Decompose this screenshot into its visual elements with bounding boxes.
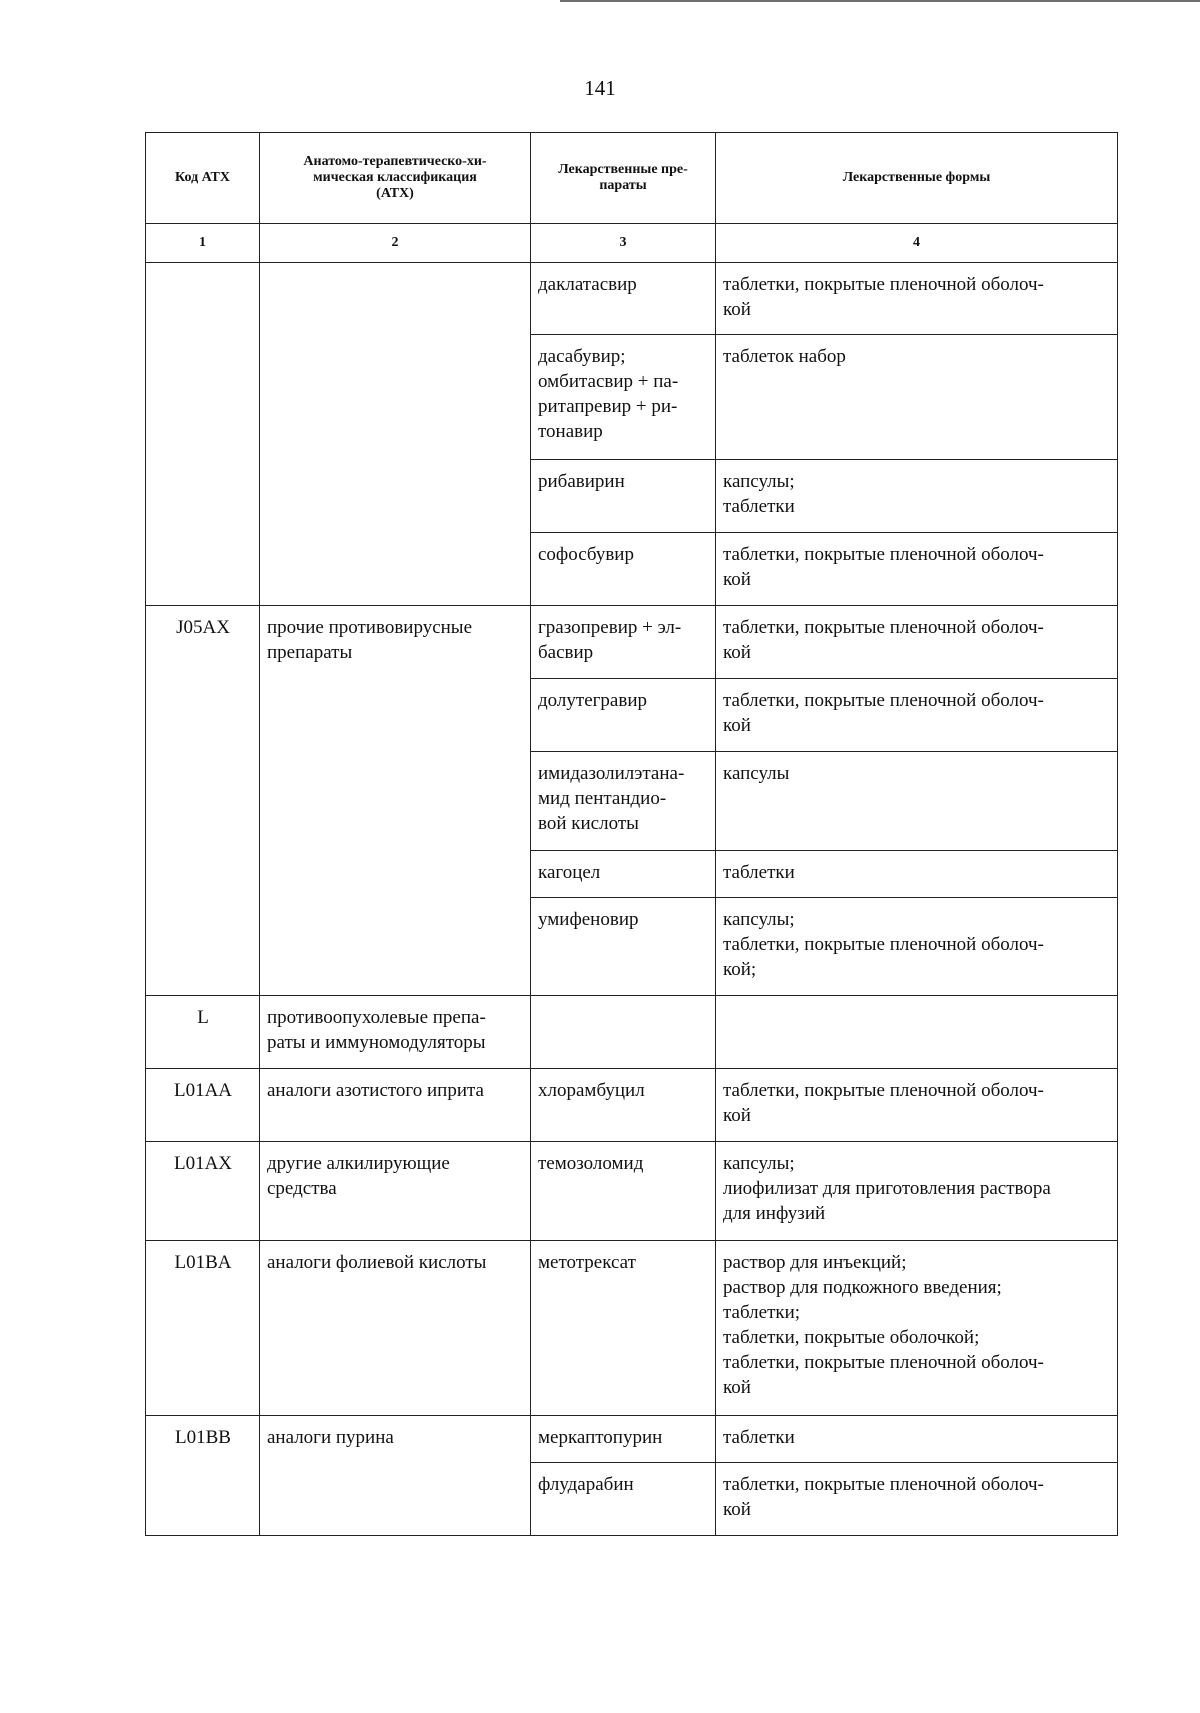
column-number: 4 <box>716 224 1118 263</box>
forms-cell: таблетки, покрытые пленочной оболоч- кой <box>716 1463 1118 1536</box>
forms-cell: капсулы; таблетки <box>716 460 1118 533</box>
header-forms: Лекарственные формы <box>716 133 1118 224</box>
table-row <box>146 1142 1118 1241</box>
forms-cell: капсулы; лиофилизат для приготовления раствора для инфузий <box>716 1142 1118 1241</box>
header-classification: Анатомо-терапевтическо-хи- мическая классификация (АТХ) <box>260 133 531 224</box>
drug-cell: имидазолилэтана- мид пентандио- вой кислоты <box>531 752 716 851</box>
drug-cell: меркаптопурин <box>531 1416 716 1463</box>
drug-cell: кагоцел <box>531 851 716 898</box>
forms-cell: раствор для инъекций; раствор для подкожного введения; таблетки; таблетки, покрытые оболочкой; таблетки, покрытые пленочной оболоч- кой <box>716 1241 1118 1416</box>
table-row <box>146 606 1118 679</box>
column-number: 2 <box>260 224 531 263</box>
forms-cell: таблетки, покрытые пленочной оболоч- кой <box>716 263 1118 335</box>
atx-code-cell: L01BB <box>146 1416 260 1536</box>
forms-cell: таблеток набор <box>716 335 1118 460</box>
atx-code-cell: J05AX <box>146 606 260 996</box>
forms-cell: таблетки, покрытые пленочной оболоч- кой <box>716 679 1118 752</box>
classification-cell: аналоги пурина <box>260 1416 531 1536</box>
drug-cell: темозоломид <box>531 1142 716 1241</box>
atx-code-cell <box>146 263 260 606</box>
table-row <box>146 1416 1118 1463</box>
classification-cell <box>260 263 531 606</box>
atx-code-cell: L01AA <box>146 1069 260 1142</box>
forms-cell: таблетки, покрытые пленочной оболоч- кой <box>716 606 1118 679</box>
atx-code-cell: L01AX <box>146 1142 260 1241</box>
atx-code-cell: L01BA <box>146 1241 260 1416</box>
classification-cell: аналоги фолиевой кислоты <box>260 1241 531 1416</box>
table-row <box>146 263 1118 335</box>
classification-cell: другие алкилирующие средства <box>260 1142 531 1241</box>
forms-cell: капсулы <box>716 752 1118 851</box>
table-row <box>146 996 1118 1069</box>
drug-cell: метотрексат <box>531 1241 716 1416</box>
drug-cell: рибавирин <box>531 460 716 533</box>
drug-cell: гразопревир + эл- басвир <box>531 606 716 679</box>
classification-cell: аналоги азотистого иприта <box>260 1069 531 1142</box>
forms-cell: таблетки, покрытые пленочной оболоч- кой <box>716 533 1118 606</box>
drug-cell: софосбувир <box>531 533 716 606</box>
forms-cell: таблетки <box>716 851 1118 898</box>
classification-cell: прочие противовирусные препараты <box>260 606 531 996</box>
drug-cell: хлорамбуцил <box>531 1069 716 1142</box>
column-number: 3 <box>531 224 716 263</box>
forms-cell: таблетки, покрытые пленочной оболоч- кой <box>716 1069 1118 1142</box>
header-code: Код АТХ <box>146 133 260 224</box>
scan-edge-line <box>560 0 1200 2</box>
forms-cell <box>716 996 1118 1069</box>
forms-cell: таблетки <box>716 1416 1118 1463</box>
drug-cell: дасабувир; омбитасвир + па- ритапревир + ри- тонавир <box>531 335 716 460</box>
forms-cell: капсулы; таблетки, покрытые пленочной оболоч- кой; <box>716 898 1118 996</box>
atx-table <box>145 132 1118 1536</box>
drug-cell: долутегравир <box>531 679 716 752</box>
table-row <box>146 1241 1118 1416</box>
header-row <box>146 133 1118 224</box>
column-number-row <box>146 224 1118 263</box>
drug-cell <box>531 996 716 1069</box>
table-row <box>146 1069 1118 1142</box>
drug-cell: умифеновир <box>531 898 716 996</box>
page-number: 141 <box>584 76 616 100</box>
header-drugs: Лекарственные пре- параты <box>531 133 716 224</box>
drug-cell: даклатасвир <box>531 263 716 335</box>
classification-cell: противоопухолевые препа- раты и иммуномодуляторы <box>260 996 531 1069</box>
atx-code-cell: L <box>146 996 260 1069</box>
drug-cell: флударабин <box>531 1463 716 1536</box>
column-number: 1 <box>146 224 260 263</box>
